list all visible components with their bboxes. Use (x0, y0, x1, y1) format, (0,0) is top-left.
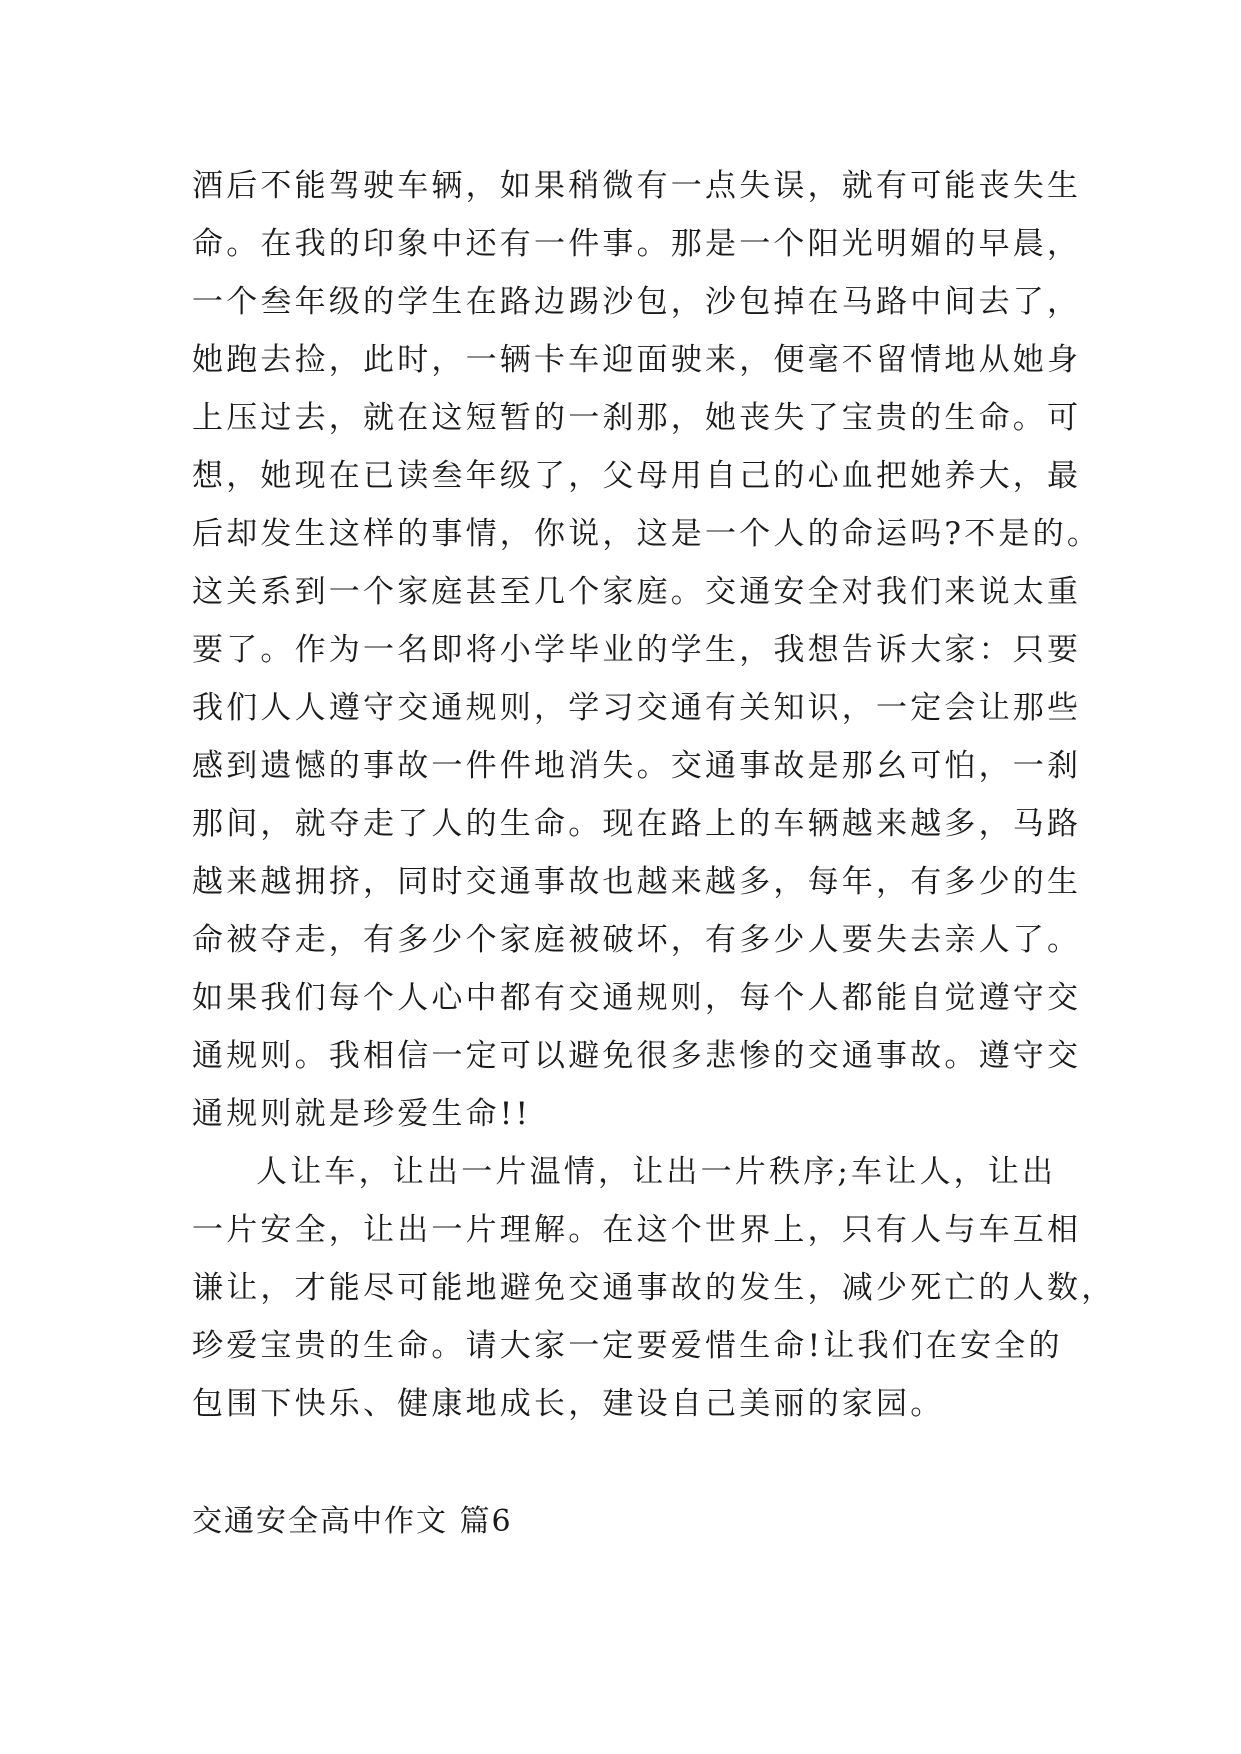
text-line: 那间，就夺走了人的生命。现在路上的车辆越来越多，马路 (192, 806, 1082, 842)
text-line: 通规则。我相信一定可以避免很多悲惨的交通事故。遵守交 (192, 1038, 1082, 1074)
text-line: 上压过去，就在这短暂的一刹那，她丧失了宝贵的生命。可 (192, 400, 1082, 436)
text-line: 越来越拥挤，同时交通事故也越来越多，每年，有多少的生 (192, 864, 1082, 900)
text-line: 如果我们每个人心中都有交通规则，每个人都能自觉遵守交 (192, 980, 1082, 1016)
text-line: 人让车，让出一片温情，让出一片秩序;车让人，让出 (256, 1154, 1057, 1190)
text-line: 酒后不能驾驶车辆，如果稍微有一点失误，就有可能丧失生 (192, 168, 1082, 204)
text-line: 这关系到一个家庭甚至几个家庭。交通安全对我们来说太重 (192, 574, 1082, 610)
text-line: 她跑去捡，此时，一辆卡车迎面驶来，便毫不留情地从她身 (192, 342, 1082, 378)
text-line: 后却发生这样的事情，你说，这是一个人的命运吗?不是的。 (192, 516, 1102, 552)
text-line: 要了。作为一名即将小学毕业的学生，我想告诉大家：只要 (192, 632, 1082, 668)
text-line: 我们人人遵守交通规则，学习交通有关知识，一定会让那些 (192, 690, 1082, 726)
text-line: 命被夺走，有多少个家庭被破坏，有多少人要失去亲人了。 (192, 922, 1082, 958)
text-line: 通规则就是珍爱生命!! (192, 1096, 532, 1132)
text-line: 想，她现在已读叁年级了，父母用自己的心血把她养大，最 (192, 458, 1082, 494)
text-line: 一个叁年级的学生在路边踢沙包，沙包掉在马路中间去了， (192, 284, 1082, 320)
text-line: 感到遗憾的事故一件件地消失。交通事故是那幺可怕，一刹 (192, 748, 1082, 784)
text-line: 一片安全，让出一片理解。在这个世界上，只有人与车互相 (192, 1212, 1082, 1248)
text-line: 谦让，才能尽可能地避免交通事故的发生，减少死亡的人数， (192, 1270, 1116, 1306)
text-line: 珍爱宝贵的生命。请大家一定要爱惜生命!让我们在安全的 (192, 1328, 1063, 1364)
text-line: 包围下快乐、健康地成长，建设自己美丽的家园。 (192, 1386, 945, 1422)
text-line: 命。在我的印象中还有一件事。那是一个阳光明媚的早晨， (192, 226, 1082, 262)
section-heading: 交通安全高中作文 篇6 (192, 1504, 513, 1539)
